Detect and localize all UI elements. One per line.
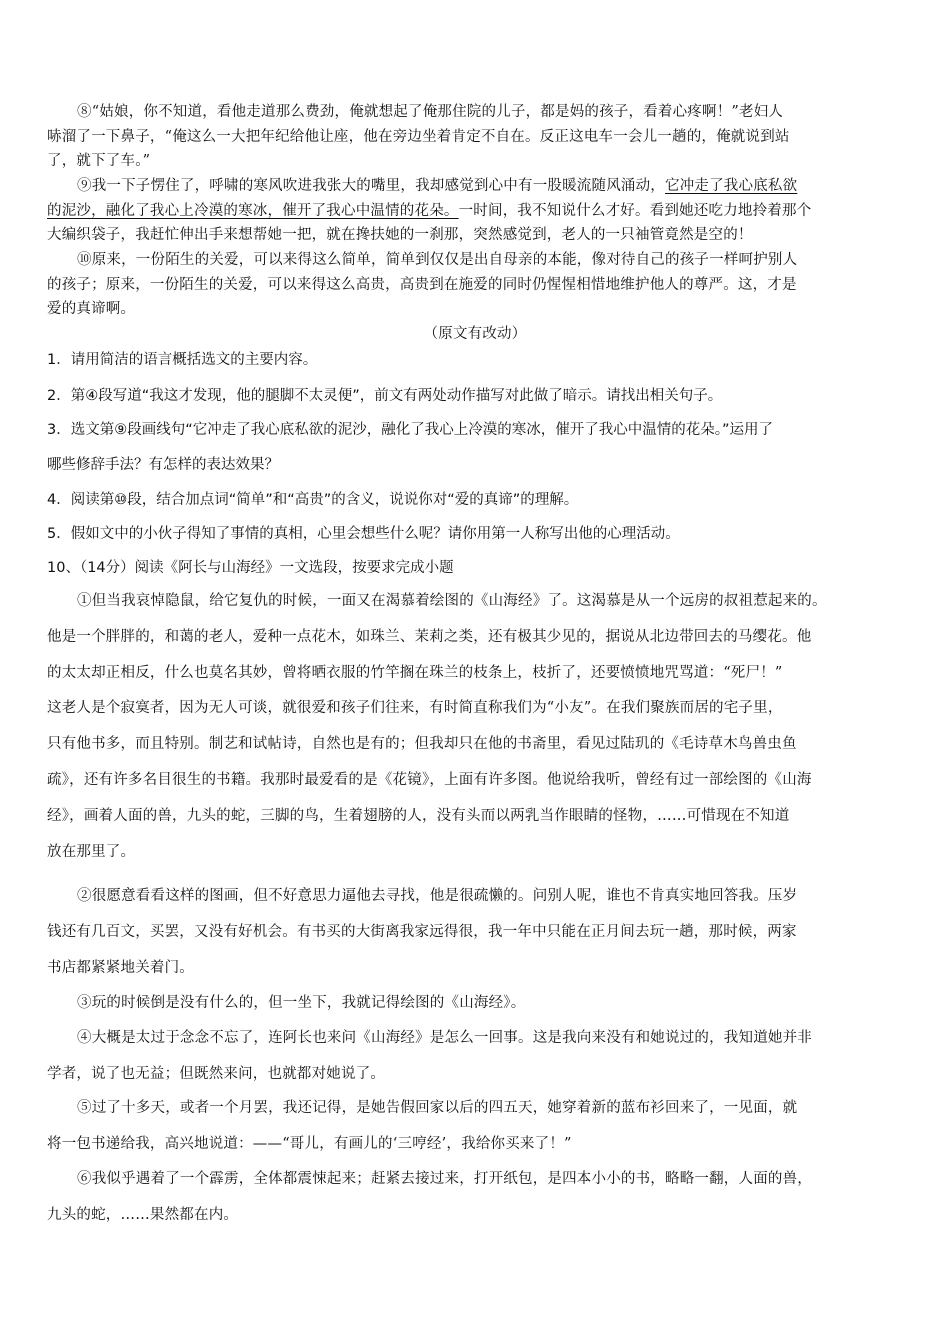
source-note: （原文有改动） bbox=[423, 326, 527, 342]
question-2: 2．第④段写道“我这才发现，他的腿脚不太灵便”，前文有两处动作描写对此做了暗示。请找出相关句子。 bbox=[47, 388, 723, 404]
text-line: 的孩子；原来，一份陌生的关爱，可以来得这么高贵，高贵到在施爱的同时仍惺惺相惜地维护他人的尊严。这，才是 bbox=[47, 276, 797, 293]
underlined-sentence: 的泥沙，融化了我心上冷漠的寒冰，催开了我心中温情的花朵。 bbox=[47, 202, 459, 219]
passage2-paragraph-3 bbox=[47, 986, 905, 1022]
paragraph-8 bbox=[47, 100, 905, 174]
text-line: 哧溜了一下鼻子，“俺这么一大把年纪给他让座，他在旁边坐着肯定不自在。反正这电车一会儿一趟的，俺就说到站 bbox=[47, 128, 790, 145]
text-line: 九头的蛇，……果然都在内。 bbox=[47, 1206, 239, 1223]
text-line: 书店都紧紧地关着门。 bbox=[47, 959, 194, 976]
text-line: ⑤过了十多天，或者一个月罢，我还记得，是她告假回家以后的四五天，她穿着新的蓝布衫回来了，一见面，就 bbox=[77, 1100, 798, 1116]
question-1: 1．请用简洁的语言概括选文的主要内容。 bbox=[47, 352, 318, 368]
text-line: 学者，说了也无益；但既然来问，也就都对她说了。 bbox=[47, 1065, 386, 1082]
question-4: 4．阅读第⑩段，结合加点词“简单”和“高贵”的含义，说说你对“爱的真谛”的理解。 bbox=[47, 492, 579, 508]
text-line: 将一包书递给我，高兴地说道：——“哥儿，有画儿的‘三哼经’，我给你买来了！” bbox=[47, 1135, 572, 1152]
question-3: 3．选文第⑨段画线句“它冲走了我心底私欲的泥沙，融化了我心上冷漠的寒冰，催开了我心中温情的花朵。”运用了 bbox=[47, 422, 773, 438]
text-line: 疏》，还有许多名目很生的书籍。我那时最爱看的是《花镜》，上面有许多图。他说给我听，曾经有过一部绘图的《山海 bbox=[47, 771, 812, 788]
passage2-paragraph-4 bbox=[47, 1021, 905, 1093]
underlined-sentence: 它冲走了我心底私欲 bbox=[665, 178, 798, 194]
text-line: 的泥沙，融化了我心上冷漠的寒冰，催开了我心中温情的花朵。一时间，我不知说什么才好。看到她还吃力地拎着那个 bbox=[47, 202, 812, 219]
text-line: 钱还有几百文，买罢，又没有好机会。有书买的大街离我家远得很，我一年中只能在正月间去玩一趟，那时候，两家 bbox=[47, 923, 797, 940]
question-3-continued: 哪些修辞手法？有怎样的表达效果？ bbox=[47, 457, 279, 473]
passage2-paragraph-6 bbox=[47, 1162, 905, 1234]
text-line: 爱的真谛啊。 bbox=[47, 301, 136, 317]
text-line: 了，就下了车。” bbox=[47, 153, 151, 169]
text-line: ⑨我一下子愣住了，呼啸的寒风吹进我张大的嘴里，我却感觉到心中有一股暖流随风涌动，它冲走了我心底私欲 bbox=[77, 178, 798, 194]
text-line: 只有他书多，而且特别。制艺和试帖诗，自然也是有的；但我却只在他的书斋里，看见过陆玑的《毛诗草木鸟兽虫鱼 bbox=[47, 736, 797, 753]
section-10-heading: 10、（14分）阅读《阿长与山海经》一文选段，按要求完成小题 bbox=[47, 560, 454, 576]
text-line: ④大概是太过于念念不忘了，连阿长也来问《山海经》是怎么一回事。这是我向来没有和她说过的，我知道她并非 bbox=[77, 1030, 812, 1046]
text-line: 放在那里了。 bbox=[47, 843, 136, 860]
paragraph-10 bbox=[47, 248, 905, 322]
text-line: ⑧“姑娘，你不知道，看他走道那么费劲，俺就想起了俺那住院的儿子，都是妈的孩子，看着心疼啊！”老妇人 bbox=[77, 104, 784, 120]
text-line: 他是一个胖胖的，和蔼的老人，爱种一点花木，如珠兰、茉莉之类，还有极其少见的，据说从北边带回去的马缨花。他 bbox=[47, 628, 812, 645]
passage2-paragraph-2 bbox=[47, 879, 905, 986]
text-line: ⑥我似乎遇着了一个霹雳，全体都震悚起来；赶紧去接过来，打开纸包，是四本小小的书，略略一翻，人面的兽， bbox=[77, 1171, 812, 1187]
question-5: 5．假如文中的小伙子得知了事情的真相，心里会想些什么呢？请你用第一人称写出他的心理活动。 bbox=[47, 526, 680, 542]
passage2-paragraph-5 bbox=[47, 1091, 905, 1163]
text-line: ③玩的时候倒是没有什么的，但一坐下，我就记得绘图的《山海经》。 bbox=[77, 995, 526, 1011]
text-line: 这老人是个寂寞者，因为无人可谈，就很爱和孩子们往来，有时简直称我们为“小友”。在我们聚族而居的宅子里， bbox=[47, 700, 783, 717]
text-line: ⑩原来，一份陌生的关爱，可以来得这么简单，简单到仅仅是出自母亲的本能，像对待自己的孩子一样呵护别人 bbox=[77, 252, 798, 268]
text-line: 的太太却正相反，什么也莫名其妙，曾将晒衣服的竹竿搁在珠兰的枝条上，枝折了，还要愤愤地咒骂道：“死尸！” bbox=[47, 664, 783, 681]
text-line: 经》，画着人面的兽，九头的蛇，三脚的鸟，生着翅膀的人，没有头而以两乳当作眼睛的怪物，……可惜现在不知道 bbox=[47, 807, 790, 824]
paragraph-9 bbox=[47, 174, 905, 248]
passage2-paragraph-1 bbox=[47, 584, 905, 870]
text-line: 大编织袋子，我赶忙伸出手来想帮她一把，就在搀扶她的一刹那，突然感觉到，老人的一只袖管竟然是空的！ bbox=[47, 227, 753, 243]
text-line: ①但当我哀悼隐鼠，给它复仇的时候，一面又在渴慕着绘图的《山海经》了。这渴慕是从一个远房的叔祖惹起来的。 bbox=[77, 593, 827, 609]
text-line: ②很愿意看看这样的图画，但不好意思力逼他去寻找，他是很疏懒的。问别人呢，谁也不肯真实地回答我。压岁 bbox=[77, 888, 798, 904]
